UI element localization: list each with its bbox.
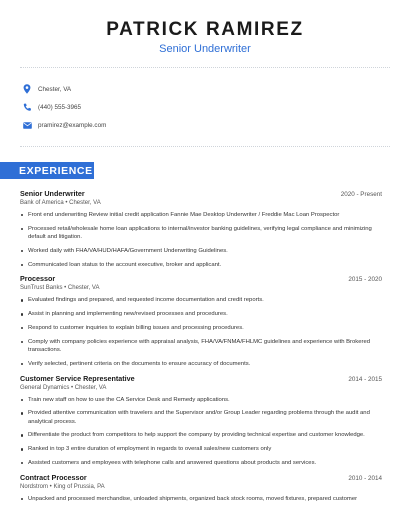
job-title: Contract Processor	[20, 472, 87, 482]
section-heading-label: EXPERIENCE	[19, 164, 93, 177]
job-company: Bank of America • Chester, VA	[20, 200, 101, 206]
job-company: SunTrust Banks • Chester, VA	[20, 285, 100, 292]
bullet-item: Assist in planning and implementing new/revised processes and procedures.	[20, 310, 382, 318]
bullet-item: Evaluated findings and prepared, and requested income documentation and credit reports.	[20, 296, 382, 304]
candidate-title: Senior Underwriter	[159, 43, 251, 55]
job-company: General Dynamics • Chester, VA	[20, 384, 107, 391]
job-dates: 2020 - Present	[340, 191, 382, 198]
bullet-item: Comply with company policies experience with appraisal analysis, FHA/VA/FNMA/FHLMC guidelines and experience with Brokered transactions.	[20, 338, 382, 354]
contact-phone	[22, 98, 106, 116]
job-dates: 2014 - 2015	[348, 375, 382, 383]
job-title: Processor	[20, 274, 56, 284]
contact-list	[22, 80, 106, 134]
job-bullets	[20, 396, 382, 468]
bullet-item: Unpacked and processed merchandise, unloaded shipments, organized back stock rooms, moved fixtures, prepared customer	[20, 495, 382, 503]
bullet-item: Respond to customer inquiries to explain billing issues and processing procedures.	[20, 324, 382, 332]
bullet-item: Communicated loan status to the account executive, broker and applicant.	[20, 261, 382, 269]
phone-text: (440) 555-3965	[38, 103, 82, 111]
location-text: Chester, VA	[38, 85, 72, 93]
job-dates: 2015 - 2020	[348, 276, 382, 284]
job-entry	[20, 473, 382, 503]
bullet-item: Ranked in top 3 entire duration of employment in regards to overall sales/new customers only	[20, 445, 382, 453]
bullet-item: Differentiate the product from competitors to help support the company by providing technical expertise and customer knowledge.	[20, 431, 382, 439]
email-link[interactable]: pramirez@example.com	[38, 121, 107, 129]
job-entry	[20, 274, 382, 368]
job-bullets	[20, 495, 382, 503]
bullet-item: Assisted customers and employees with telephone calls and answered questions about products and services.	[20, 459, 382, 467]
job-title: Senior Underwriter	[20, 189, 85, 198]
bullet-item: Front end underwriting Review initial credit application Fannie Mae Desktop Underwriter / Freddie Mac Loan Prospector	[20, 211, 382, 219]
bullet-item: Processed retail/wholesale home loan applications to internal/investor banking guidelines, verifying legal compliance and minimizing default and litigation.	[20, 225, 382, 241]
phone-icon	[22, 102, 32, 112]
divider	[20, 67, 390, 68]
location-pin-icon	[22, 84, 32, 94]
job-entry	[20, 189, 382, 269]
divider	[20, 146, 390, 147]
bullet-item: Verify selected, pertinent criteria on the documents to ensure accuracy of documents.	[20, 360, 382, 368]
experience-list	[20, 189, 382, 509]
bullet-item: Provided attentive communication with travelers and the Supervisor and/or Group Leader regarding problems through the audit and analytical process.	[20, 409, 382, 425]
job-dates: 2010 - 2014	[348, 474, 382, 482]
resume-header	[0, 0, 410, 56]
job-bullets	[20, 211, 382, 269]
candidate-name: PATRICK RAMIREZ	[106, 19, 304, 40]
job-title: Customer Service Representative	[20, 373, 135, 383]
bullet-item: Worked daily with FHA/VA/HUD/HAFA/Government Underwriting Guidelines.	[20, 247, 382, 255]
job-company: Nordstrom • King of Prussia, PA	[20, 483, 105, 490]
job-bullets	[20, 296, 382, 368]
job-entry	[20, 374, 382, 468]
contact-email	[22, 116, 106, 134]
section-heading-experience	[0, 162, 94, 179]
envelope-icon	[22, 120, 32, 130]
bullet-item: Train new staff on how to use the CA Service Desk and Remedy applications.	[20, 396, 382, 404]
contact-location	[22, 80, 106, 98]
